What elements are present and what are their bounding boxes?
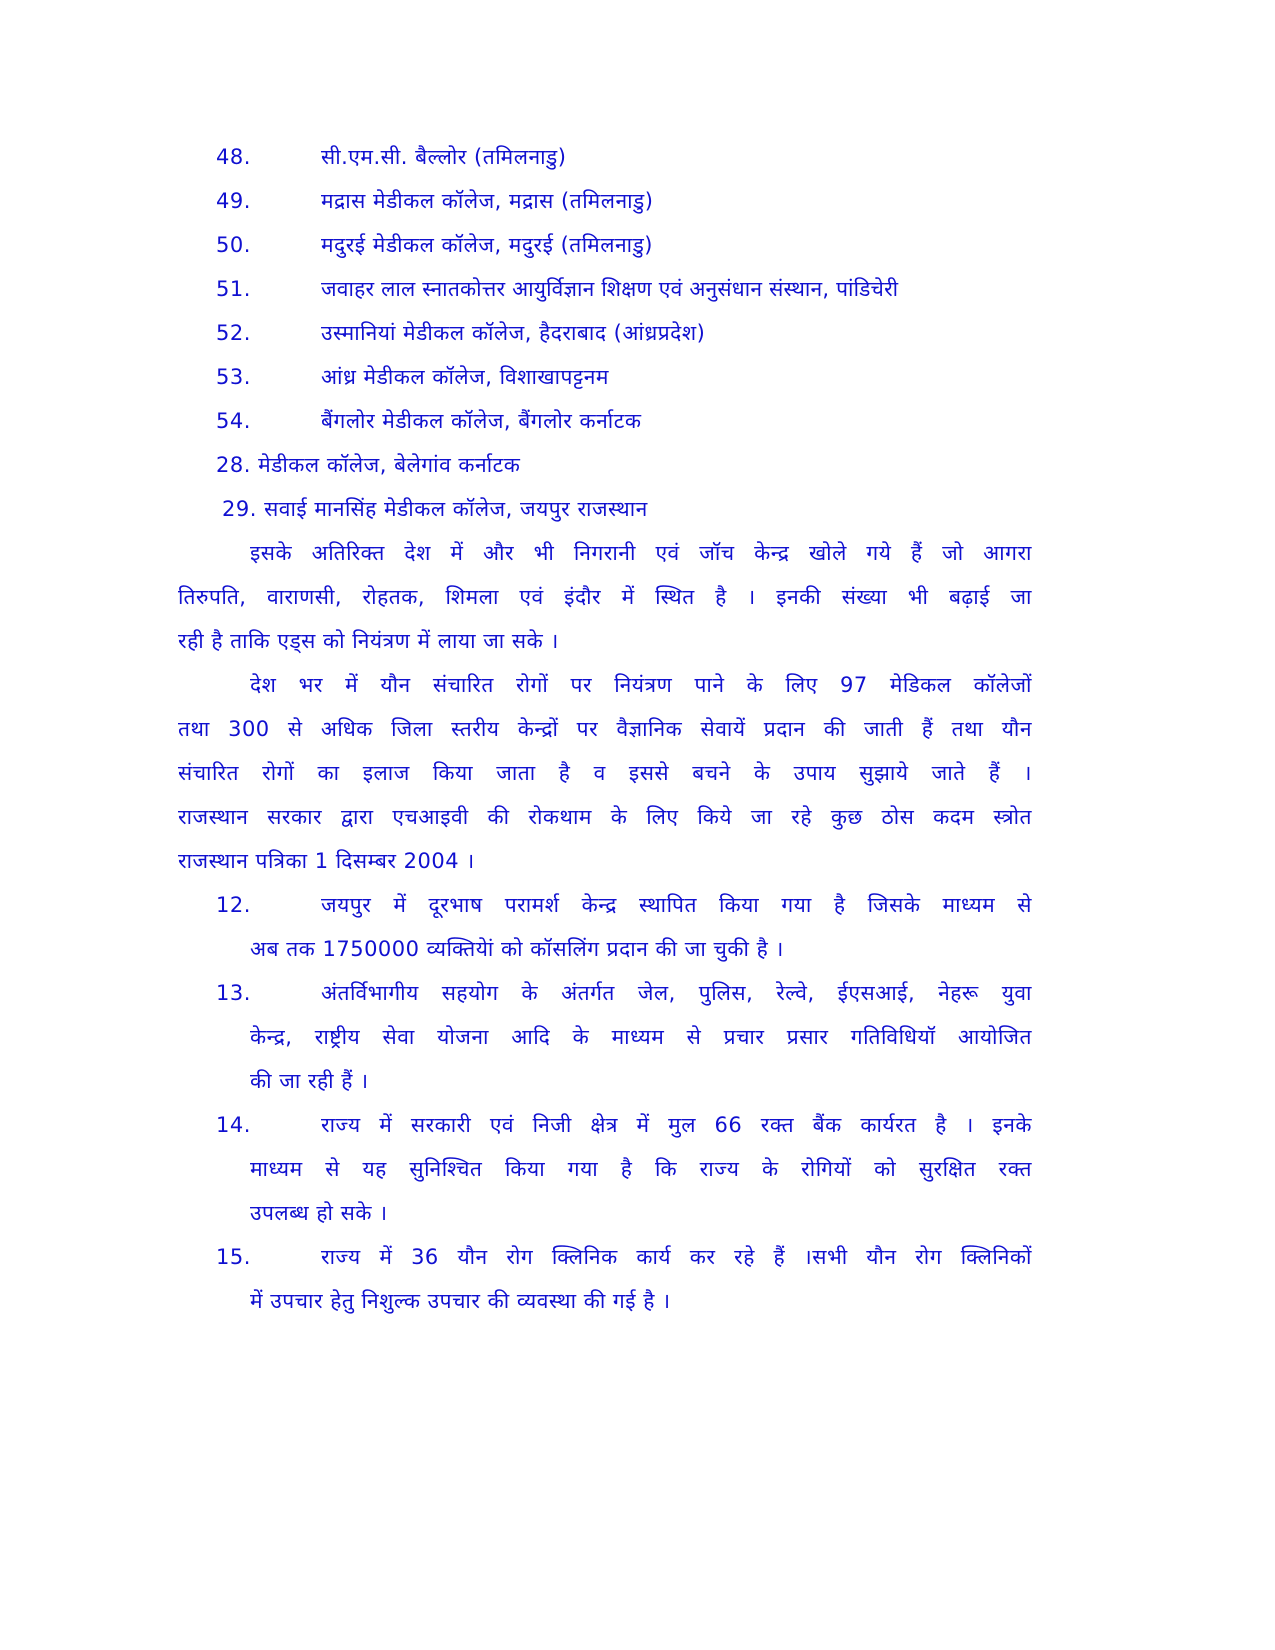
list-number: 50. [216, 233, 251, 257]
paragraph-line: रही है ताकि एड्स को नियंत्रण में लाया जा सके । [178, 629, 559, 653]
item-number: 15. [216, 1245, 251, 1269]
item-number: 12. [216, 893, 251, 917]
item-line: माध्यम से यह सुनिश्चित किया गया है कि राज्य के रोगियों को सुरक्षित रक्त [250, 1157, 1032, 1181]
item-number: 14. [216, 1113, 251, 1137]
item-line: की जा रही हैं । [250, 1069, 369, 1093]
item-line: अब तक 1750000 व्यक्तियेां को कॉसलिंग प्रदान की जा चुकी है । [250, 937, 784, 961]
list-text: बैंगलोर मेडीकल कॉलेज, बैंगलोर कर्नाटक [321, 409, 642, 433]
list-number: 53. [216, 365, 251, 389]
list-number: 51. [216, 277, 251, 301]
paragraph-line: राजस्थान सरकार द्वारा एचआइवी की रोकथाम के लिए किये जा रहे कुछ ठोस कदम स्त्रोत [178, 805, 1032, 829]
list-text: मद्रास मेडीकल कॉलेज, मद्रास (तमिलनाडु) [321, 189, 654, 213]
list-number: 48. [216, 145, 251, 169]
list-text: उस्मानियां मेडीकल कॉलेज, हैदराबाद (आंध्रप्रदेश) [321, 321, 706, 345]
paragraph-line: राजस्थान पत्रिका 1 दिसम्बर 2004 । [178, 849, 475, 873]
paragraph-line: तथा 300 से अधिक जिला स्तरीय केन्द्रों पर वैज्ञानिक सेवायें प्रदान की जाती हैं तथा यौन [178, 717, 1032, 741]
list-number: 52. [216, 321, 251, 345]
list-number: 54. [216, 409, 251, 433]
item-line: उपलब्ध हो सके । [250, 1201, 388, 1225]
list-item-extra: 29. सवाई मानसिंह मेडीकल कॉलेज, जयपुर राजस्थान [222, 497, 648, 521]
list-text: मदुरई मेडीकल कॉलेज, मदुरई (तमिलनाडु) [321, 233, 653, 257]
paragraph-line: इसके अतिरिक्त देश में और भी निगरानी एवं जॉच केन्द्र खोले गये हैं जो आगरा [250, 541, 1032, 565]
list-number: 49. [216, 189, 251, 213]
list-item-extra: 28. मेडीकल कॉलेज, बेलेगांव कर्नाटक [216, 453, 521, 477]
item-line: राज्य में 36 यौन रोग क्लिनिक कार्य कर रहे हैं ।सभी यौन रोग क्लिनिकों [321, 1245, 1032, 1269]
item-number: 13. [216, 981, 251, 1005]
paragraph-line: देश भर में यौन संचारित रोगों पर नियंत्रण पाने के लिए 97 मेडिकल कॉलेजों [250, 673, 1032, 697]
paragraph-line: संचारित रोगों का इलाज किया जाता है व इससे बचने के उपाय सुझाये जाते हैं । [178, 761, 1032, 785]
paragraph-line: तिरुपति, वाराणसी, रोहतक, शिमला एवं इंदौर में स्थित है । इनकी संख्या भी बढ़ाई जा [178, 585, 1032, 609]
item-line: जयपुर में दूरभाष परामर्श केन्द्र स्थापित किया गया है जिसके माध्यम से [321, 893, 1032, 917]
item-line: राज्य में सरकारी एवं निजी क्षेत्र में मुल 66 रक्त बैंक कार्यरत है । इनके [321, 1113, 1032, 1137]
list-text: जवाहर लाल स्नातकोत्तर आयुर्विज्ञान शिक्षण एवं अनुसंधान संस्थान, पांडिचेरी [321, 277, 899, 301]
item-line: अंतर्विभागीय सहयोग के अंतर्गत जेल, पुलिस, रेल्वे, ईएसआई, नेहरू युवा [321, 981, 1032, 1005]
list-text: सी.एम.सी. बैल्लोर (तमिलनाडु) [321, 145, 567, 169]
list-text: आंध्र मेडीकल कॉलेज, विशाखापट्टनम [321, 365, 609, 389]
item-line: में उपचार हेतु निशुल्क उपचार की व्यवस्था की गई है । [250, 1289, 671, 1313]
item-line: केन्द्र, राष्ट्रीय सेवा योजना आदि के माध्यम से प्रचार प्रसार गतिविधियॉ आयोजित [250, 1025, 1032, 1049]
